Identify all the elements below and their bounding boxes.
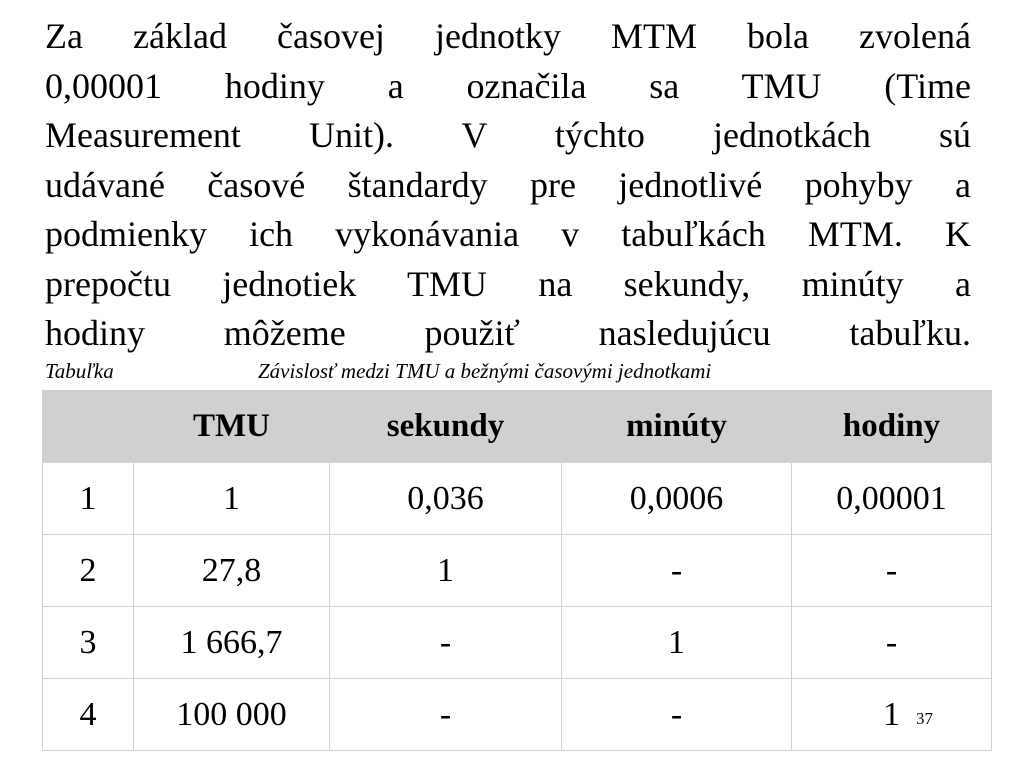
- table-cell: -: [330, 607, 562, 679]
- header-cell-hours: hodiny: [792, 391, 992, 463]
- table-cell: -: [792, 607, 992, 679]
- table-cell: 100 000: [134, 679, 330, 751]
- table-caption: [45, 358, 712, 384]
- table-cell: -: [792, 535, 992, 607]
- table-cell: 3: [43, 607, 134, 679]
- paragraph-line: udávané časové štandardy pre jednotlivé pohyby a: [45, 164, 971, 205]
- table-row: [43, 607, 992, 679]
- paragraph-line: hodiny môžeme použiť nasledujúcu tabuľku.: [45, 313, 971, 353]
- conversion-table: [42, 390, 992, 751]
- table-row: [43, 679, 992, 751]
- table-cell: 0,00001: [792, 463, 992, 535]
- table-cell: 0,0006: [562, 463, 792, 535]
- table-cell: 1 666,7: [134, 607, 330, 679]
- table-cell: 2: [43, 535, 134, 607]
- table-cell: 1: [330, 535, 562, 607]
- table-row: [43, 463, 992, 535]
- table-cell: 0,036: [330, 463, 562, 535]
- table-cell: -: [330, 679, 562, 751]
- header-cell-minutes: minúty: [562, 391, 792, 463]
- table-cell: 1: [792, 679, 992, 751]
- header-cell-tmu: TMU: [134, 391, 330, 463]
- paragraph-line: prepočtu jednotiek TMU na sekundy, minúty a: [45, 263, 971, 304]
- caption-description: Závislosť medzi TMU a bežnými časovými jednotkami: [258, 359, 712, 383]
- caption-label: Tabuľka: [45, 359, 114, 383]
- table-cell: 4: [43, 679, 134, 751]
- header-cell-seconds: sekundy: [330, 391, 562, 463]
- paragraph-line: Measurement Unit). V týchto jednotkách sú: [45, 115, 971, 155]
- paragraph-line: podmienky ich vykonávania v tabuľkách MTM. K: [45, 214, 971, 254]
- table-row: [43, 535, 992, 607]
- table-header-row: [43, 391, 992, 463]
- table-cell: 1: [134, 463, 330, 535]
- table-cell: -: [562, 535, 792, 607]
- body-paragraph: [45, 12, 971, 359]
- table-cell: 27,8: [134, 535, 330, 607]
- table-cell: 1: [562, 607, 792, 679]
- table-cell: -: [562, 679, 792, 751]
- header-cell-index: [43, 391, 134, 463]
- page-number: 37: [916, 709, 933, 728]
- paragraph-line: 0,00001 hodiny a označila sa TMU (Time: [45, 65, 971, 106]
- paragraph-line: Za základ časovej jednotky MTM bola zvolená: [45, 16, 971, 56]
- table-cell: 1: [43, 463, 134, 535]
